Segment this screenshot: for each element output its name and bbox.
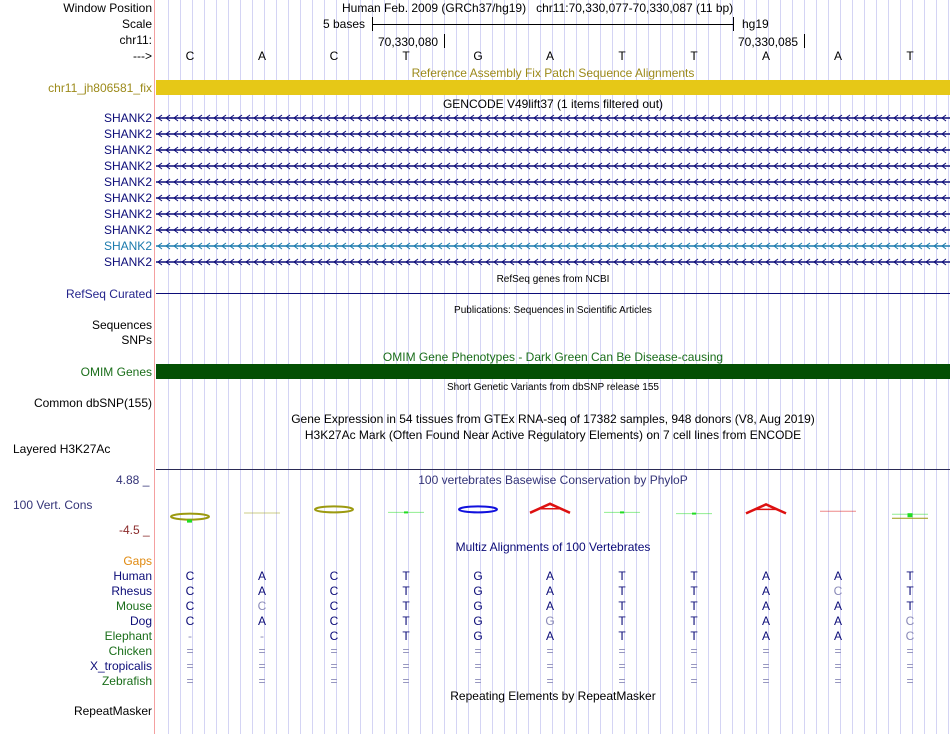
scale-bar-right-tick	[733, 17, 734, 31]
alignment-base: C	[905, 629, 915, 643]
species-label[interactable]: Elephant	[104, 629, 152, 643]
position-readout: chr11:70,330,077-70,330,087 (11 bp)	[536, 1, 734, 15]
alignment-base: =	[330, 644, 338, 658]
alignment-base: G	[545, 614, 555, 628]
alignment-base: T	[402, 569, 410, 583]
phylop-max-label: 4.88 _	[116, 473, 150, 487]
alignment-base: C	[185, 614, 195, 628]
alignment-base: =	[186, 659, 194, 673]
alignment-base: -	[260, 629, 264, 643]
alignment-base: A	[761, 599, 770, 613]
alignment-base: =	[474, 644, 482, 658]
gencode-gene-label[interactable]: SHANK2	[103, 239, 152, 253]
alignment-base: T	[402, 599, 410, 613]
alignment-base: C	[257, 599, 267, 613]
alignment-base: C	[185, 569, 195, 583]
alignment-base: A	[545, 569, 554, 583]
alignment-base: =	[834, 659, 842, 673]
coord-right: 70,330,085	[738, 35, 799, 49]
alignment-base: =	[618, 644, 626, 658]
gencode-gene-label[interactable]: SHANK2	[103, 223, 152, 237]
alignment-base: =	[690, 659, 698, 673]
alignment-base: C	[833, 584, 843, 598]
alignment-base: =	[330, 659, 338, 673]
alignment-base: A	[761, 569, 770, 583]
alignment-base: T	[906, 584, 914, 598]
alignment-base: =	[402, 659, 410, 673]
sequence-base: A	[761, 49, 770, 63]
alignment-base: =	[402, 644, 410, 658]
coord-right-tick	[804, 34, 805, 48]
alignment-base: C	[185, 599, 195, 613]
phylop-logo-mark	[388, 511, 424, 513]
alignment-base: =	[186, 674, 194, 688]
alignment-base: T	[402, 584, 410, 598]
phylop-logo-mark	[604, 511, 640, 513]
gencode-gene-feature[interactable]	[156, 223, 950, 237]
scale-bar	[372, 24, 734, 25]
alignment-base: =	[258, 674, 266, 688]
scale-label: Scale	[121, 17, 152, 31]
gencode-gene-label[interactable]: SHANK2	[103, 175, 152, 189]
alignment-base: =	[906, 659, 914, 673]
phylop-logo-plot[interactable]	[156, 495, 950, 530]
omim-label[interactable]: OMIM Genes	[80, 365, 152, 379]
gencode-gene-feature[interactable]	[156, 127, 950, 141]
phylop-logo-mark	[530, 504, 570, 513]
gencode-gene-label[interactable]: SHANK2	[103, 207, 152, 221]
species-label[interactable]: X_tropicalis	[89, 659, 152, 673]
species-label[interactable]: Mouse	[115, 599, 152, 613]
scale-text: 5 bases	[323, 17, 366, 31]
repeatmasker-label[interactable]: RepeatMasker	[73, 704, 152, 718]
alignment-base: T	[690, 614, 698, 628]
alignment-base: A	[545, 584, 554, 598]
chrom-label: chr11:	[119, 33, 152, 47]
alignment-base: T	[690, 569, 698, 583]
alignment-base: =	[618, 659, 626, 673]
alignment-base: T	[618, 569, 626, 583]
sequence-base: C	[329, 49, 339, 63]
alignment-base: =	[474, 674, 482, 688]
sequence-base: C	[185, 49, 195, 63]
alignment-base: T	[402, 614, 410, 628]
refseq-label[interactable]: RefSeq Curated	[65, 287, 152, 301]
sequence-base: T	[906, 49, 914, 63]
sequence-base: A	[257, 49, 266, 63]
window-position	[342, 1, 733, 15]
alignment-base: C	[329, 614, 339, 628]
species-label[interactable]: Human	[113, 569, 152, 583]
alignment-base: =	[258, 644, 266, 658]
phylop-logo-mark	[171, 514, 209, 523]
gtex-track-title[interactable]: Gene Expression in 54 tissues from GTEx RNA-seq of 17382 samples, 948 donors (V8, Aug 2019)	[291, 412, 815, 426]
alignment-base: =	[690, 674, 698, 688]
gencode-gene-label[interactable]: SHANK2	[103, 143, 152, 157]
alignment-base: T	[402, 629, 410, 643]
gencode-gene-feature[interactable]	[156, 239, 950, 253]
gencode-gene-feature[interactable]	[156, 159, 950, 173]
alignment-base: =	[906, 644, 914, 658]
phylop-logo-mark	[315, 506, 353, 512]
sequence-base: A	[833, 49, 842, 63]
alignment-base: =	[834, 644, 842, 658]
alignment-base: =	[762, 674, 770, 688]
species-label[interactable]: Zebrafish	[101, 674, 152, 688]
alignment-base: G	[473, 584, 483, 598]
strand-toggle[interactable]: --->	[133, 49, 152, 63]
alignment-base: T	[618, 599, 626, 613]
phylop-label[interactable]: 100 Vert. Cons	[13, 498, 93, 512]
alignment-base: A	[257, 584, 266, 598]
gaps-label[interactable]: Gaps	[123, 554, 152, 568]
alignment-base: T	[690, 629, 698, 643]
alignment-base: A	[257, 569, 266, 583]
fix-patch-label[interactable]: chr11_jh806581_fix	[48, 81, 152, 95]
alignment-base: =	[618, 674, 626, 688]
scale-assembly: hg19	[742, 17, 769, 31]
alignment-base: C	[329, 629, 339, 643]
gencode-track-title[interactable]: GENCODE V49lift37 (1 items filtered out)	[442, 97, 664, 111]
phylop-logo-mark	[892, 513, 928, 518]
alignment-base: =	[690, 644, 698, 658]
species-label[interactable]: Rhesus	[111, 584, 152, 598]
gencode-gene-label[interactable]: SHANK2	[103, 111, 152, 125]
alignment-base: =	[402, 674, 410, 688]
alignment-base: T	[690, 584, 698, 598]
alignment-base: A	[545, 629, 554, 643]
alignment-base: C	[329, 599, 339, 613]
refseq-track-title[interactable]: RefSeq genes from NCBI	[496, 274, 610, 285]
gencode-gene-feature[interactable]	[156, 143, 950, 157]
alignment-base: A	[761, 629, 770, 643]
alignment-base: T	[906, 569, 914, 583]
gencode-gene-feature[interactable]	[156, 175, 950, 189]
alignment-base: =	[330, 674, 338, 688]
alignment-base: C	[905, 614, 915, 628]
alignment-base: =	[258, 659, 266, 673]
sequence-base: T	[690, 49, 698, 63]
fix-patch-track-title[interactable]: Reference Assembly Fix Patch Sequence Alignments	[411, 66, 695, 80]
alignment-base: A	[761, 614, 770, 628]
sequence-base: T	[402, 49, 410, 63]
alignment-base: A	[833, 629, 842, 643]
alignment-base: T	[618, 629, 626, 643]
publications-track-title[interactable]: Publications: Sequences in Scientific Articles	[454, 305, 652, 316]
alignment-base: =	[834, 674, 842, 688]
h3k27ac-label[interactable]: Layered H3K27Ac	[13, 442, 111, 456]
alignment-base: T	[690, 599, 698, 613]
alignment-base: G	[473, 599, 483, 613]
species-label[interactable]: Chicken	[108, 644, 152, 658]
gencode-gene-feature[interactable]	[156, 255, 950, 269]
dbsnp-track-title[interactable]: Short Genetic Variants from dbSNP release 155	[447, 382, 659, 393]
gencode-gene-label[interactable]: SHANK2	[103, 159, 152, 173]
gencode-gene-label[interactable]: SHANK2	[103, 127, 152, 141]
phylop-min-label: -4.5 _	[119, 523, 150, 537]
alignment-base: G	[473, 629, 483, 643]
coord-left: 70,330,080	[378, 35, 439, 49]
alignment-base: A	[545, 599, 554, 613]
gencode-gene-label[interactable]: SHANK2	[103, 255, 152, 269]
alignment-base: G	[473, 569, 483, 583]
publications-label[interactable]: Sequences	[91, 318, 152, 332]
alignment-base: =	[906, 674, 914, 688]
sequence-base: T	[618, 49, 626, 63]
dbsnp-label[interactable]: Common dbSNP(155)	[33, 396, 152, 410]
gencode-gene-feature[interactable]	[156, 191, 950, 205]
alignment-base: -	[188, 629, 192, 643]
alignment-base: =	[762, 659, 770, 673]
phylop-top-line	[156, 469, 950, 470]
alignment-base: A	[257, 614, 266, 628]
repeatmasker-track-title[interactable]: Repeating Elements by RepeatMasker	[450, 689, 656, 703]
fix-patch-bar[interactable]	[156, 80, 950, 95]
sequence-base: G	[473, 49, 483, 63]
multiz-track-title[interactable]: Multiz Alignments of 100 Vertebrates	[455, 540, 651, 554]
alignment-base: A	[761, 584, 770, 598]
window-position-label: Window Position	[63, 1, 152, 15]
gencode-gene-feature[interactable]	[156, 207, 950, 221]
snps-label[interactable]: SNPs	[121, 333, 152, 347]
alignment-base: =	[186, 644, 194, 658]
alignment-base: T	[618, 584, 626, 598]
coord-left-tick	[444, 34, 445, 48]
phylop-logo-mark	[459, 506, 497, 512]
alignment-base: =	[762, 644, 770, 658]
alignment-base: A	[833, 599, 842, 613]
phylop-logo-mark	[746, 504, 786, 513]
alignment-base: =	[546, 644, 554, 658]
omim-bar[interactable]	[156, 364, 950, 379]
gencode-gene-feature[interactable]	[156, 111, 950, 125]
alignment-base: T	[906, 599, 914, 613]
alignment-base: C	[185, 584, 195, 598]
phylop-logo-mark	[676, 513, 712, 515]
alignment-base: A	[833, 614, 842, 628]
sequence-base: A	[545, 49, 554, 63]
alignment-base: C	[329, 569, 339, 583]
alignment-base: A	[833, 569, 842, 583]
refseq-gene-line[interactable]	[156, 293, 950, 294]
assembly-title: Human Feb. 2009 (GRCh37/hg19)	[342, 1, 527, 15]
alignment-base: =	[546, 659, 554, 673]
h3k27ac-track-title[interactable]: H3K27Ac Mark (Often Found Near Active Regulatory Elements) on 7 cell lines from ENCODE	[304, 428, 802, 442]
alignment-base: =	[474, 659, 482, 673]
alignment-base: C	[329, 584, 339, 598]
label-divider	[154, 0, 155, 734]
gencode-gene-label[interactable]: SHANK2	[103, 191, 152, 205]
omim-track-title[interactable]: OMIM Gene Phenotypes - Dark Green Can Be Disease-causing	[382, 350, 724, 364]
alignment-base: =	[546, 674, 554, 688]
alignment-base: G	[473, 614, 483, 628]
phylop-track-title[interactable]: 100 vertebrates Basewise Conservation by PhyloP	[418, 473, 688, 487]
alignment-base: T	[618, 614, 626, 628]
species-label[interactable]: Dog	[129, 614, 152, 628]
